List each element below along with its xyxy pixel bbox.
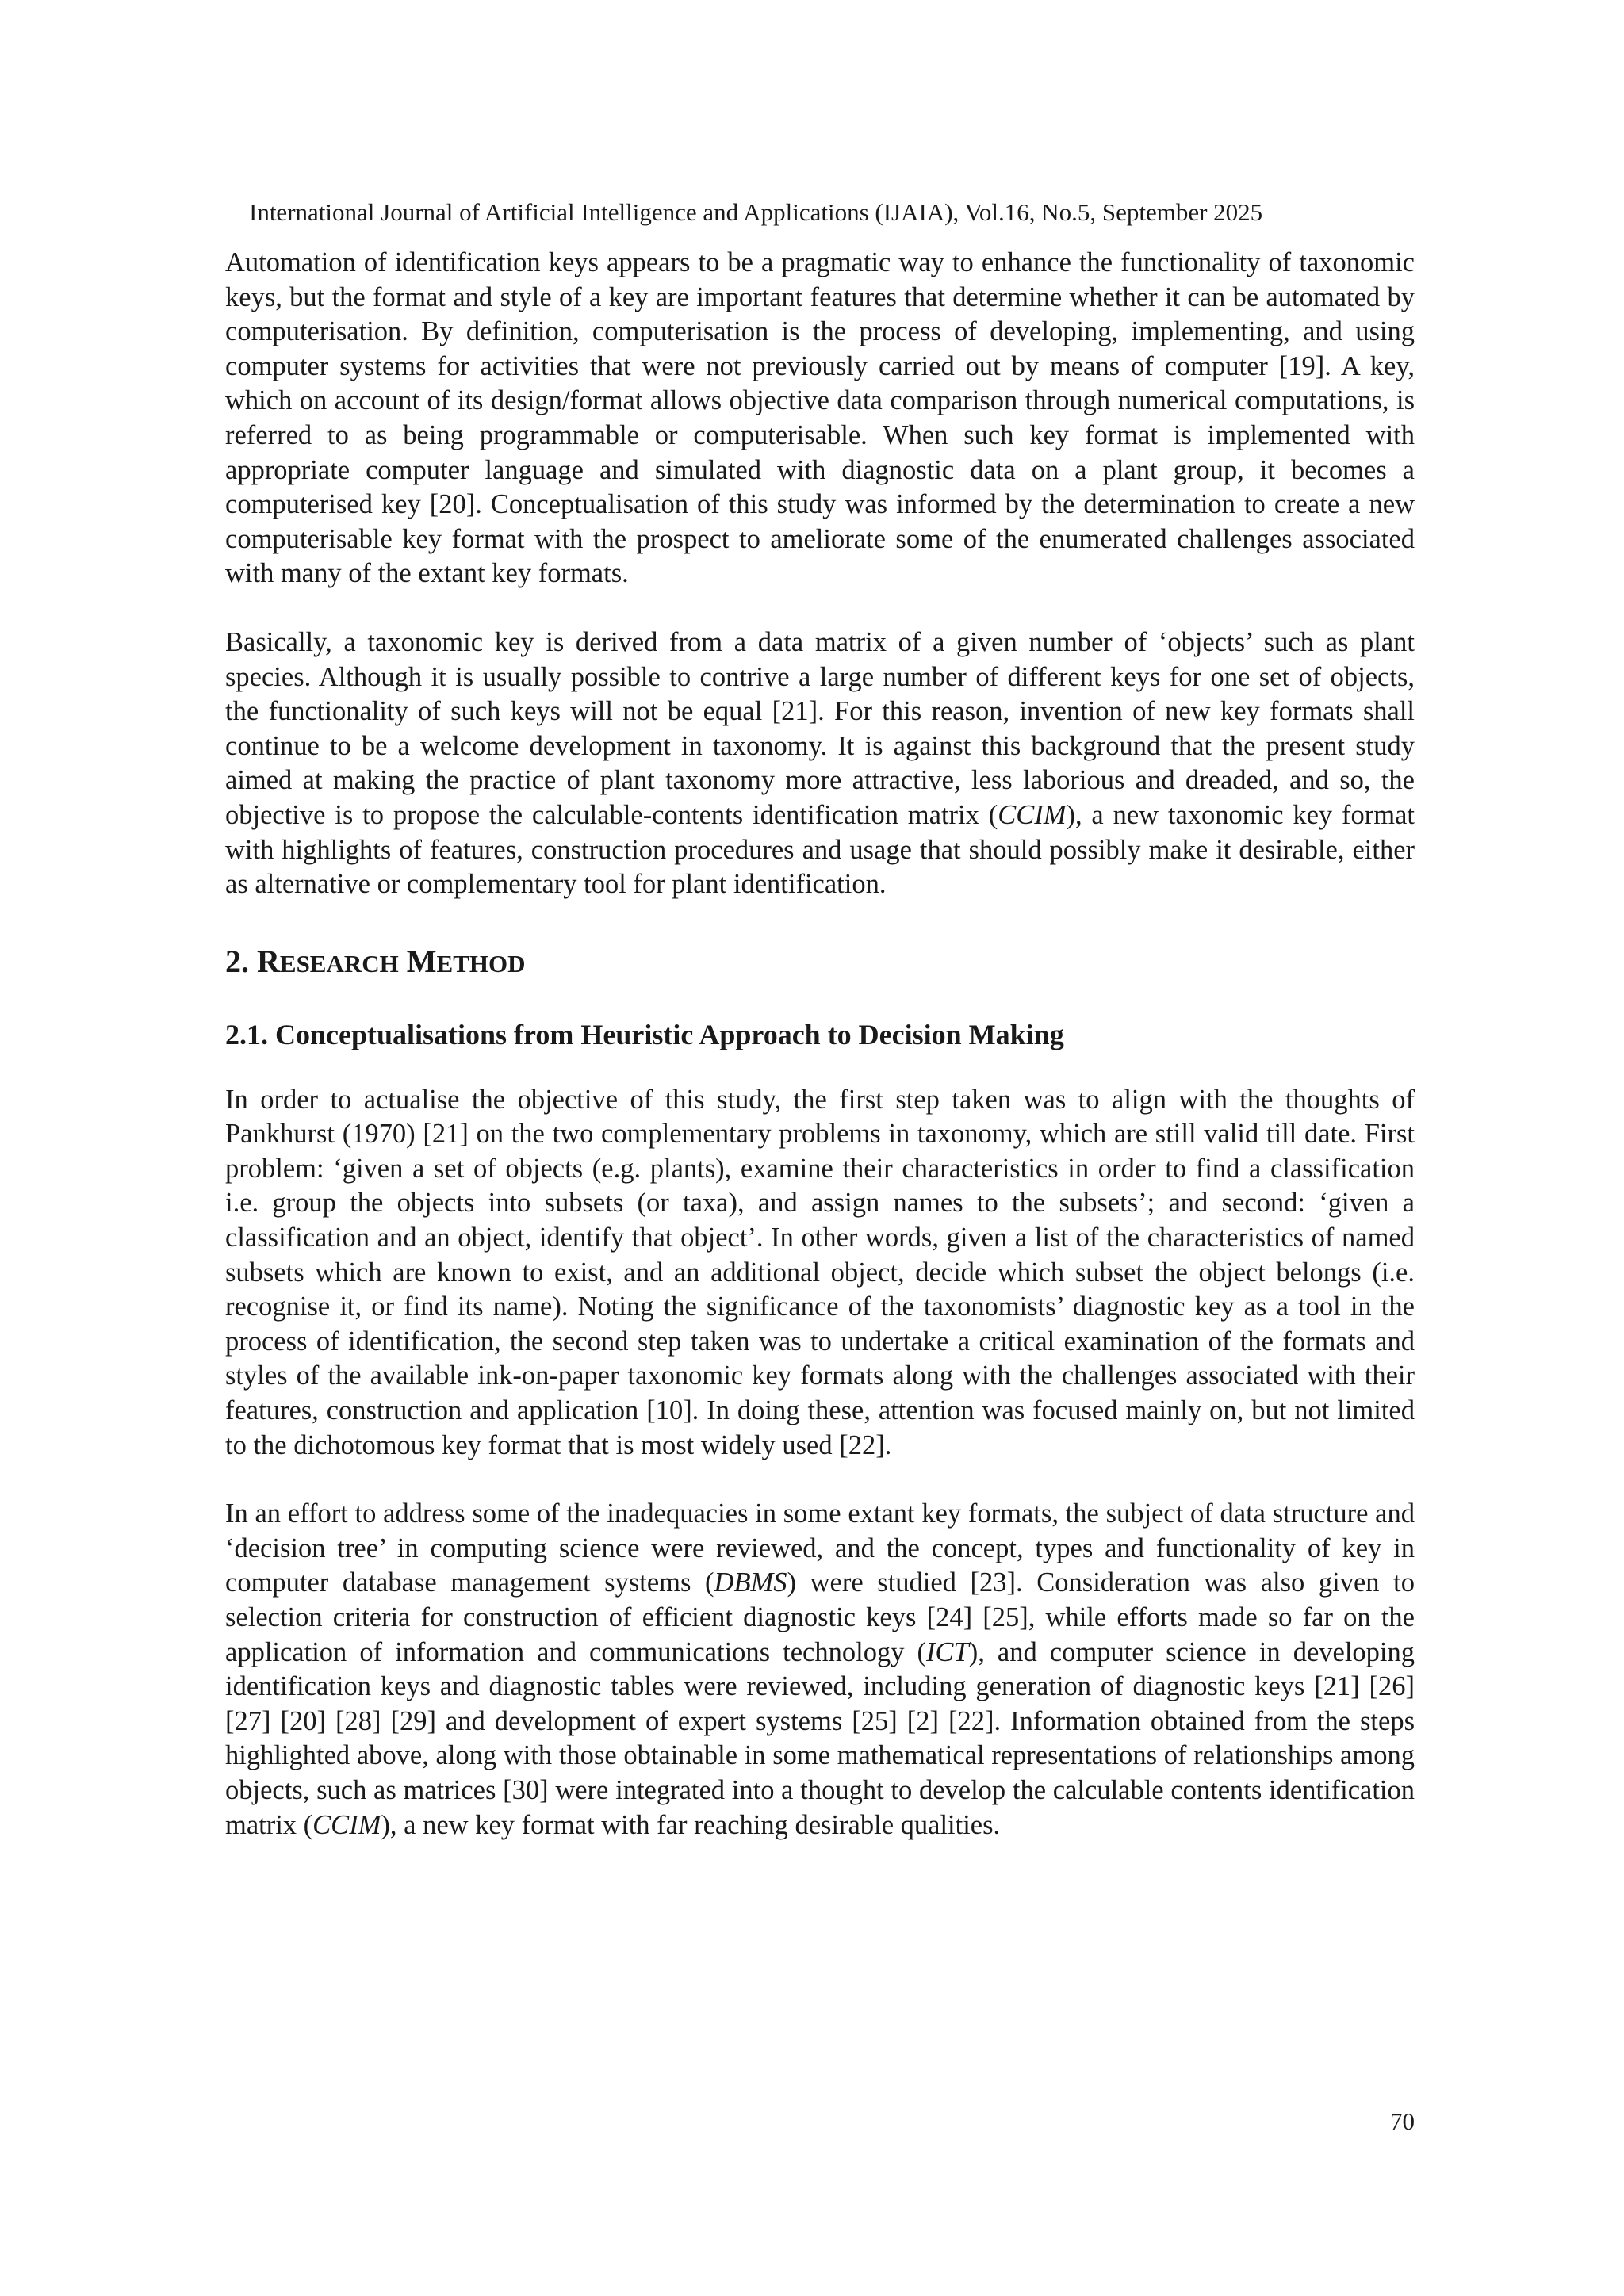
ccim-abbrev: CCIM <box>998 799 1067 830</box>
method-paragraph-2 <box>225 1497 1415 1843</box>
intro-paragraph-2 <box>225 626 1415 902</box>
ict-abbrev: ICT <box>926 1636 969 1667</box>
dbms-abbrev: DBMS <box>714 1567 787 1598</box>
method-paragraph-2-part-a: In an effort to address some of the inadequacies in some extant key formats, the subject of data structure and ‘decision tree’ in computing science were reviewed, and the concept, types and functionality of key in computer database management systems ( <box>225 1498 1415 1598</box>
method-paragraph-2-part-c: ), and computer science in developing identification keys and diagnostic tables were reviewed, including generation of diagnostic keys [21] [26] [27] [20] [28] [29] and development of expert systems [25] [2] [22]. Information obtained from the steps highlighted above, along with those obtainable in some mathematical representations of relationships among objects, such as matrices [30] were integrated into a thought to develop the calculable contents identification matrix ( <box>225 1636 1415 1840</box>
section-heading <box>225 939 1415 986</box>
running-head: International Journal of Artificial Intelligence and Applications (IJAIA), Vol.16, No.5, September 2025 <box>249 198 1263 226</box>
intro-paragraph-2-part-b: ), a new taxonomic key format with highlights of features, construction procedures and usage that should possibly make it desirable, either as alternative or complementary tool for plant identification. <box>225 799 1415 900</box>
subsection-heading: 2.1. Conceptualisations from Heuristic Approach to Decision Making <box>225 1018 1064 1050</box>
ccim-abbrev-2: CCIM <box>312 1809 381 1840</box>
page-number: 70 <box>1390 2107 1415 2135</box>
method-paragraph-1: In order to actualise the objective of this study, the first step taken was to align with the thoughts of Pankhurst (1970) [21] on the two complementary problems in taxonomy, which are still valid till date. First problem: ‘given a set of objects (e.g. plants), examine their characteristics in order to find a classification i.e. group the objects into subsets (or taxa), and assign names to the subsets’; and second: ‘given a classification and an object, identify that object’. In other words, given a list of the characteristics of named subsets which are known to exist, and an additional object, decide which subset the object belongs (i.e. recognise it, or find its name). Noting the significance of the taxonomists’ diagnostic key as a tool in the process of identification, the second step taken was to undertake a critical examination of the formats and styles of the available ink-on-paper taxonomic key formats along with the challenges associated with their features, construction and application [10]. In doing these, attention was focused mainly on, but not limited to the dichotomous key format that is most widely used [22]. <box>225 1084 1415 1460</box>
method-paragraph-2-part-b: ) were studied [23]. Consideration was also given to selection criteria for construction of efficient diagnostic keys [24] [25], while efforts made so far on the application of information and communications technology ( <box>225 1567 1415 1667</box>
section-title-esearch: ESEARCH <box>279 949 399 978</box>
section-number: 2. <box>225 943 249 979</box>
intro-paragraph-1: Automation of identification keys appears to be a pragmatic way to enhance the functionality of taxonomic keys, but the format and style of a key are important features that determine whether it can be automated by computerisation. By definition, computerisation is the process of developing, implementing, and using computer systems for activities that were not previously carried out by means of computer [19]. A key, which on account of its design/format allows objective data comparison through numerical computations, is referred to as being programmable or computerisable. When such key format is implemented with appropriate computer language and simulated with diagnostic data on a plant group, it becomes a computerised key [20]. Conceptualisation of this study was informed by the determination to create a new computerisable key format with the prospect to ameliorate some of the enumerated challenges associated with many of the extant key formats. <box>225 247 1415 589</box>
section-title-ethod: ETHOD <box>436 949 526 978</box>
page-body <box>225 246 1415 1843</box>
intro-paragraph-2-part-a: Basically, a taxonomic key is derived from a data matrix of a given number of ‘objects’ such as plant species. Although it is usually possible to contrive a large number of different keys for one set of objects, the functionality of such keys will not be equal [21]. For this reason, invention of new key formats shall continue to be a welcome development in taxonomy. It is against this background that the present study aimed at making the practice of plant taxonomy more attractive, less laborious and dreaded, and so, the objective is to propose the calculable-contents identification matrix ( <box>225 626 1415 830</box>
method-paragraph-2-part-d: ), a new key format with far reaching desirable qualities. <box>381 1809 1001 1840</box>
section-title-m: M <box>406 943 437 979</box>
section-title-r: R <box>257 943 280 979</box>
